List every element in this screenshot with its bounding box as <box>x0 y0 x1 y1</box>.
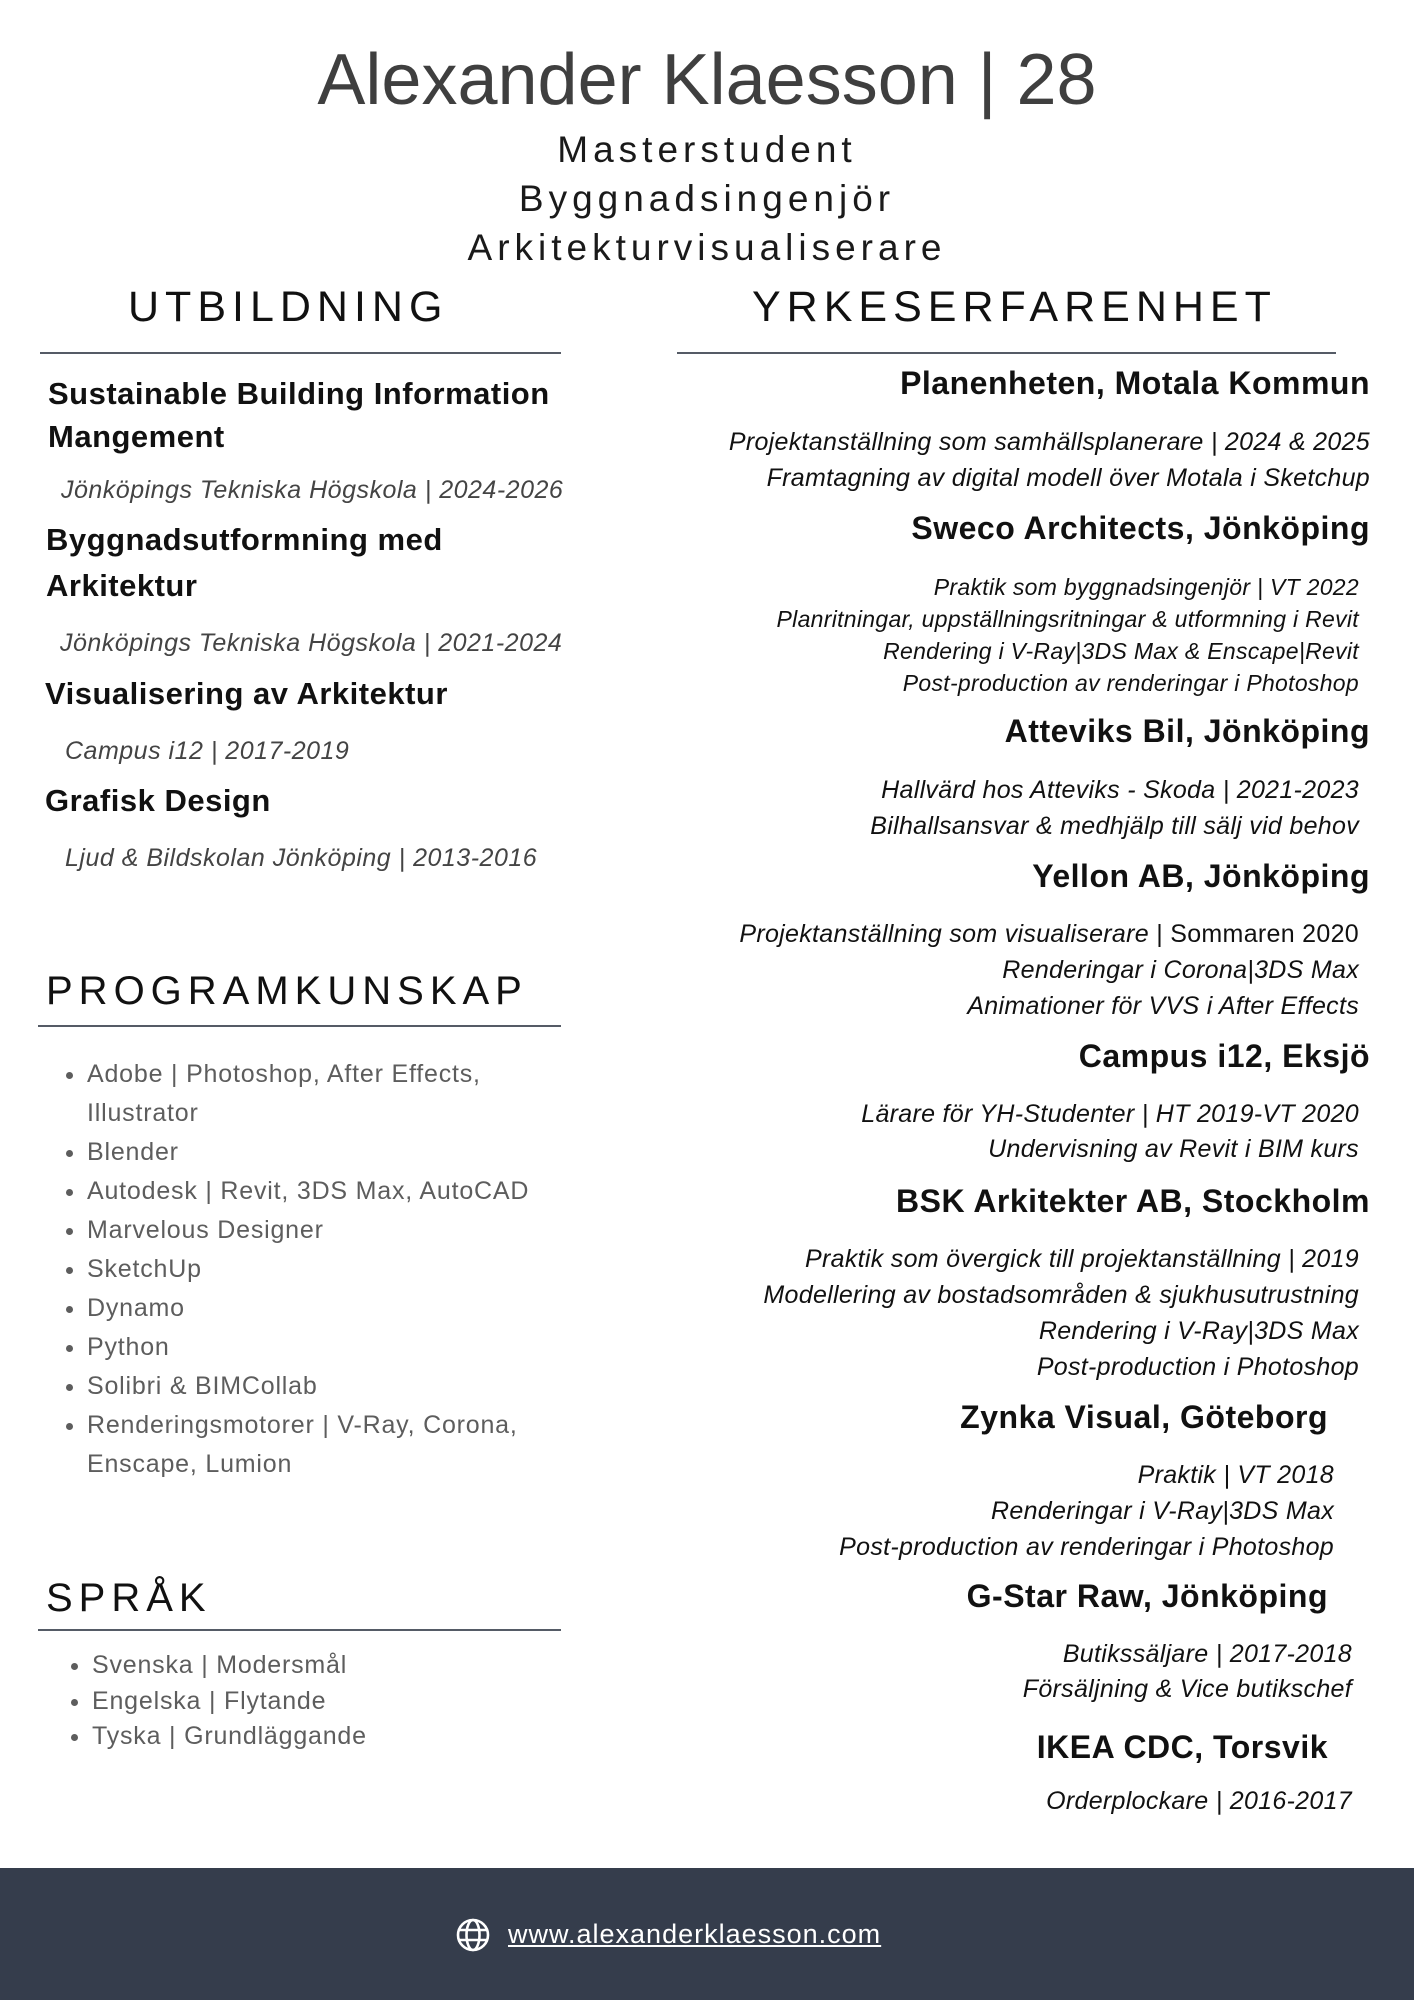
experience-company: G-Star Raw, Jönköping <box>966 1578 1328 1614</box>
list-item: • Dynamo <box>87 1289 587 1328</box>
experience-divider <box>677 352 1336 354</box>
education-item-title: Grafisk Design <box>45 783 271 818</box>
list-item: • Autodesk | Revit, 3DS Max, AutoCAD <box>87 1172 587 1211</box>
list-item: • Svenska | Modersmål <box>92 1648 592 1684</box>
experience-details: Projektanställning som samhällsplanerare | 2024 & 2025 Framtagning av digital modell över Motala i Sketchup <box>728 428 1370 492</box>
education-divider <box>40 352 561 354</box>
experience-details: Orderplockare | 2016-2017 <box>1046 1787 1352 1815</box>
list-item: • Marvelous Designer <box>87 1211 587 1250</box>
experience-company: Yellon AB, Jönköping <box>1032 858 1370 894</box>
experience-company: Sweco Architects, Jönköping <box>911 510 1370 546</box>
software-heading: PROGRAMKUNSKAP <box>46 969 528 1013</box>
list-item: • Tyska | Grundläggande <box>92 1719 592 1755</box>
experience-heading: YRKESERFARENHET <box>752 283 1277 331</box>
education-item-school: Ljud & Bildskolan Jönköping | 2013-2016 <box>65 844 538 872</box>
education-item-title: Sustainable Building Information Mangement <box>48 376 550 454</box>
list-item: • Python <box>87 1328 587 1367</box>
experience-details: Butikssäljare | 2017-2018 Försäljning & Vice butikschef <box>1022 1640 1352 1703</box>
experience-details: Lärare för YH-Studenter | HT 2019-VT 2020 Undervisning av Revit i BIM kurs <box>861 1100 1359 1163</box>
software-divider <box>38 1025 561 1027</box>
list-item: • Blender <box>87 1133 587 1172</box>
page-title: Alexander Klaesson | 28 <box>317 40 1097 120</box>
languages-divider <box>38 1629 561 1631</box>
experience-details: Praktik som byggnadsingenjör | VT 2022 Planritningar, uppställningsritningar & utformning i Revit Rendering i V-Ray|3DS Max & Enscape|Revit Post-production av renderingar i Photoshop <box>776 574 1359 696</box>
list-item: • Renderingsmotorer | V-Ray, Corona, Enscape, Lumion <box>87 1406 587 1484</box>
globe-icon <box>455 1917 491 1953</box>
software-list <box>39 1055 587 1484</box>
languages-heading: SPRÅK <box>46 1576 212 1620</box>
subtitle-visualizer: Arkitekturvisualiserare <box>467 227 947 268</box>
subtitle-masterstudent: Masterstudent <box>557 129 857 170</box>
education-item-school: Jönköpings Tekniska Högskola | 2024-2026 <box>61 476 564 504</box>
experience-company: Planenheten, Motala Kommun <box>900 365 1370 401</box>
subtitle-engineer: Byggnadsingenjör <box>518 178 896 219</box>
experience-company: Atteviks Bil, Jönköping <box>1004 713 1370 749</box>
list-item: • Solibri & BIMCollab <box>87 1367 587 1406</box>
list-item: • Engelska | Flytande <box>92 1684 592 1720</box>
experience-company: BSK Arkitekter AB, Stockholm <box>896 1183 1370 1219</box>
experience-company: IKEA CDC, Torsvik <box>1036 1729 1328 1765</box>
experience-details: Hallvärd hos Atteviks - Skoda | 2021-2023 Bilhallsansvar & medhjälp till sälj vid behov <box>870 776 1359 840</box>
list-item: • SketchUp <box>87 1250 587 1289</box>
experience-company: Campus i12, Eksjö <box>1078 1038 1370 1074</box>
education-item-school: Jönköpings Tekniska Högskola | 2021-2024 <box>60 629 563 657</box>
experience-details: Praktik | VT 2018 Renderingar i V-Ray|3DS Max Post-production av renderingar i Photoshop <box>839 1461 1334 1561</box>
education-item-school: Campus i12 | 2017-2019 <box>65 737 350 765</box>
education-item-title: Visualisering av Arkitektur <box>45 676 448 711</box>
experience-details: Projektanställning som visualiserare | Sommaren 2020 Renderingar i Corona|3DS Max Animationer för VVS i After Effects <box>739 920 1359 1020</box>
languages-list <box>44 1648 592 1755</box>
list-item: • Adobe | Photoshop, After Effects, Illustrator <box>87 1055 587 1133</box>
website-link[interactable]: www.alexanderklaesson.com <box>508 1919 882 1949</box>
education-heading: UTBILDNING <box>128 283 449 331</box>
experience-details: Praktik som övergick till projektanställning | 2019 Modellering av bostadsområden & sjukhusutrustning Rendering i V-Ray|3DS Max Post-production i Photoshop <box>763 1245 1359 1381</box>
experience-company: Zynka Visual, Göteborg <box>960 1399 1328 1435</box>
education-item-title: Byggnadsutformning med Arkitektur <box>46 522 443 603</box>
